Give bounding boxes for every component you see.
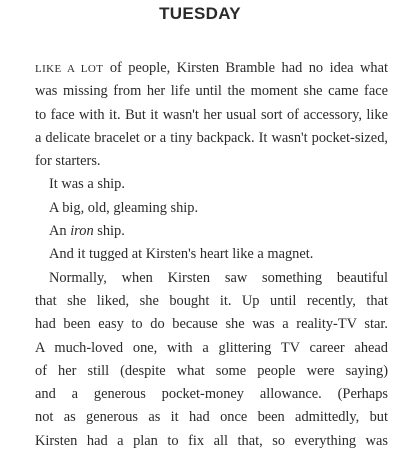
paragraph-2-line-3: had been easy to do because she was a reality-TV star. [35, 316, 388, 333]
paragraph-2-line-4: A much-loved one, with a glittering TV career ahead [35, 339, 388, 356]
paragraph-2-line-8: Kirsten had a plan to fix all that, so everything was [35, 432, 388, 449]
paragraph-1-line-3: to face with it. But it wasn't her usual sort of accessory, like [35, 106, 388, 123]
paragraph-1-line-1 [35, 57, 388, 80]
body-text [35, 57, 388, 449]
line-iron-ship [35, 220, 388, 243]
line-big-old-ship: A big, old, gleaming ship. [49, 199, 199, 216]
paragraph-2-line-1: Normally, when Kirsten saw something beautiful [49, 269, 388, 286]
paragraph-2-line-6: and a generous pocket-money allowance. (Perhaps [35, 386, 388, 403]
paragraph-2-line-2: that she liked, she bought it. Up until recently, that [35, 292, 388, 309]
line-tugged-heart: And it tugged at Kirsten's heart like a magnet. [49, 246, 314, 263]
paragraph-1-line-2: was missing from her life until the moment she came face [35, 83, 388, 100]
iron-prefix: An [49, 223, 71, 240]
paragraph-2-line-7: not as generous as it had once been admittedly, but [35, 409, 388, 426]
line-it-was-a-ship: It was a ship. [49, 176, 125, 193]
paragraph-1-line-5: for starters. [35, 153, 101, 170]
small-caps-lead: LIKE A LOT [35, 63, 104, 75]
iron-emphasis: iron [70, 223, 94, 240]
chapter-title: TUESDAY [159, 4, 241, 23]
paragraph-2-line-5: of her still (despite what some people were saying) [35, 362, 388, 379]
iron-suffix: ship. [93, 223, 125, 240]
paragraph-1-line-4: a delicate bracelet or a tiny backpack. It wasn't pocket-sized, [35, 129, 388, 146]
paragraph-1-line-1-rest: of people, Kirsten Bramble had no idea what [103, 60, 388, 76]
